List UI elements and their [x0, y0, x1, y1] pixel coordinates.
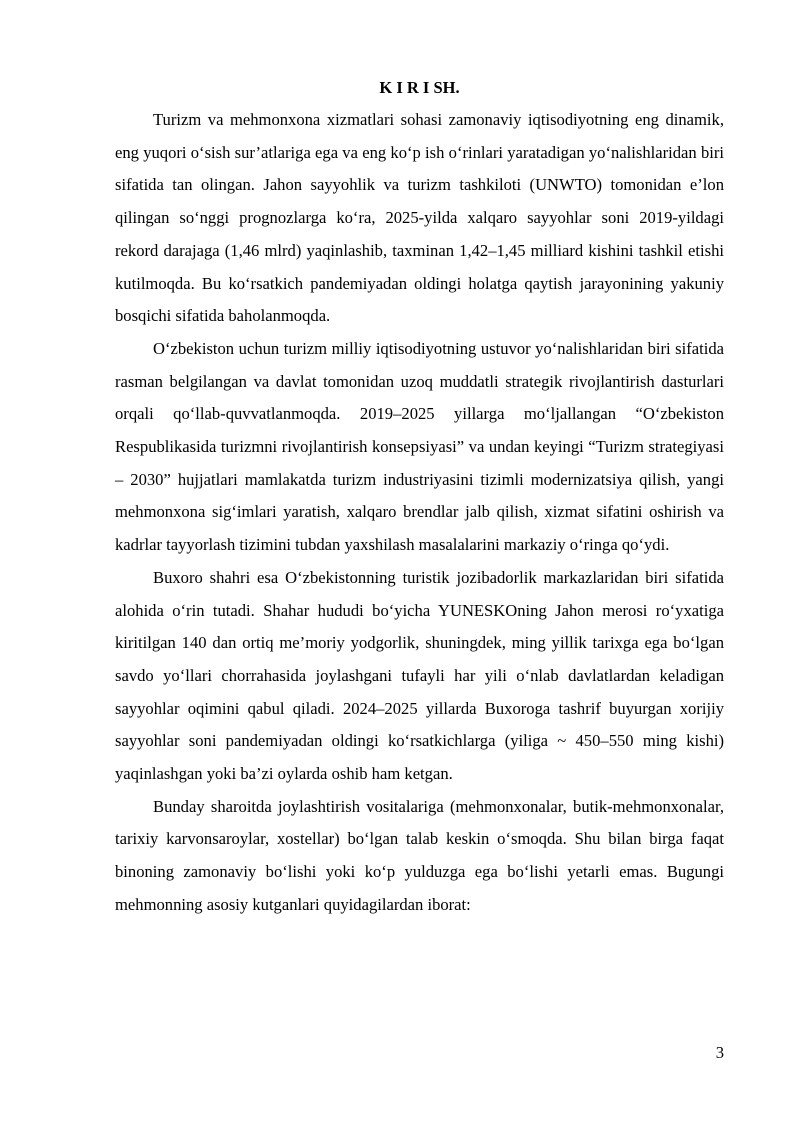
paragraph-2: O‘zbekiston uchun turizm milliy iqtisodiyotning ustuvor yo‘nalishlaridan biri sifatida rasman belgilangan va davlat tomonidan uzoq muddatli strategik rivojlantirish dasturlari orqali qo‘llab-quvvatlanmoqda. 2019–2025 yillarga mo‘ljallangan “O‘zbekiston Respublikasida turizmni rivojlantirish konsepsiyasi” va undan keyingi “Turizm strategiyasi – 2030” hujjatlari mamlakatda turizm industriyasini tizimli modernizatsiya qilish, yangi mehmonxona sig‘imlari yaratish, xalqaro brendlar jalb qilish, xizmat sifatini oshirish va kadrlar tayyorlash tizimini tubdan yaxshilash masalalarini markaziy o‘ringa qo‘ydi.: [115, 338, 724, 555]
paragraph-1: Turizm va mehmonxona xizmatlari sohasi zamonaviy iqtisodiyotning eng dinamik, eng yuqori o‘sish sur’atlariga ega va eng ko‘p ish o‘rinlari yaratadigan yo‘nalishlaridan biri sifatida tan olingan. Jahon sayyohlik va turizm tashkiloti (UNWTO) tomonidan e’lon qilingan so‘nggi prognozlarga ko‘ra, 2025-yilda xalqaro sayyohlar soni 2019-yildagi rekord darajaga (1,46 mlrd) yaqinlashib, taxminan 1,42–1,45 milliard kishini tashkil etishi kutilmoqda. Bu ko‘rsatkich pandemiyadan oldingi holatga qaytish jarayonining yakuniy bosqichi sifatida baholanmoqda.: [115, 110, 724, 326]
paragraph-3: Buxoro shahri esa O‘zbekistonning turistik jozibadorlik markazlaridan biri sifatida alohida o‘rin tutadi. Shahar hududi bo‘yicha YUNESKOning Jahon merosi ro‘yxatiga kiritilgan 140 dan ortiq me’moriy yodgorlik, shuningdek, ming yillik tarixga ega bo‘lgan savdo yo‘llari chorrahasida joylashgani tufayli har yili o‘nlab davlatlardan keladigan sayyohlar oqimini qabul qiladi. 2024–2025 yillarda Buxoroga tashrif buyurgan xorijiy sayyohlar soni pandemiyadan oldingi ko‘rsatkichlarga (yiliga ~ 450–550 ming kishi) yaqinlashgan yoki ba’zi oylarda oshib ham ketgan.: [115, 567, 724, 784]
page-number: 3: [715, 1043, 724, 1062]
page-content: [115, 72, 724, 922]
paragraph-4: Bunday sharoitda joylashtirish vositalariga (mehmonxonalar, butik-mehmonxonalar, tarixiy karvonsaroylar, xostellar) bo‘lgan talab keskin o‘smoqda. Shu bilan birga faqat binoning zamonaviy bo‘lishi yoki ko‘p yulduzga ega bo‘lishi yetarli emas. Bugungi mehmonning asosiy kutganlari quyidagilardan iborat:: [115, 796, 724, 914]
page-title: K I R I SH.: [379, 78, 460, 97]
